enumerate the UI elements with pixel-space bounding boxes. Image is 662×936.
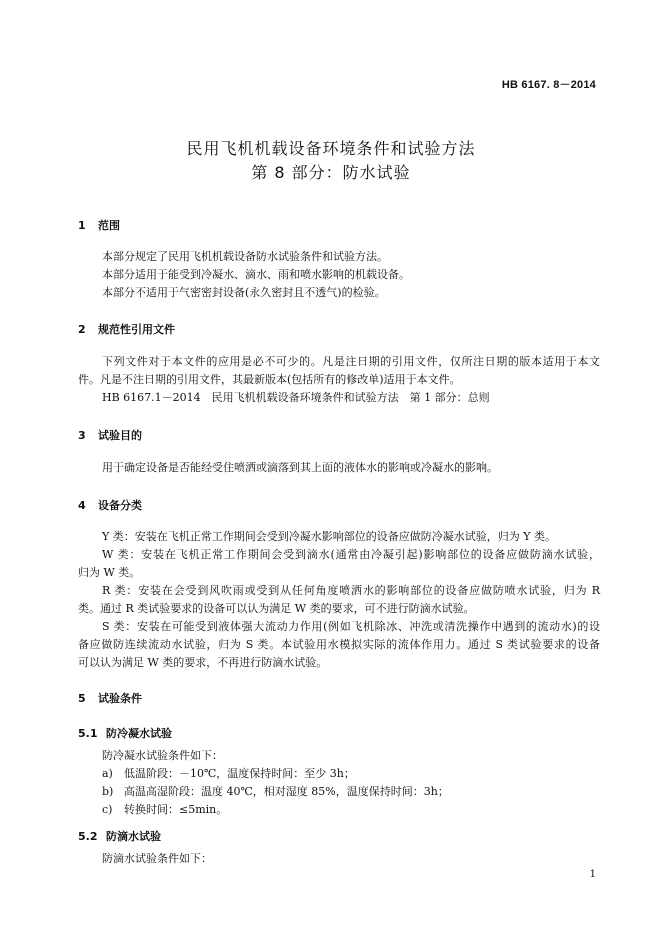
section-number: 5 [78,692,86,705]
section-number: 3 [78,429,86,442]
document-subtitle: 第 8 部分：防水试验 [251,163,411,182]
subsection-heading-anti-drip [78,828,161,844]
subsection-number: 5.1 [78,727,98,740]
list-item-label: a) [102,767,113,780]
section-title: 试验条件 [98,692,142,705]
document-title: 民用飞机机载设备环境条件和试验方法 [186,139,476,158]
list-item [102,785,600,799]
subsection-title: 防冷凝水试验 [106,727,172,740]
list-item [102,803,600,817]
page-number: 1 [589,869,596,880]
subsection-title: 防滴水试验 [106,830,161,843]
class-w-paragraph: W 类：安装在飞机正常工作期间会受到滴水(通常由冷凝引起)影响部位的设备应做防滴水试验， [102,548,600,561]
section-title: 试验目的 [98,429,142,442]
section-heading-test-conditions [78,690,142,706]
class-y-paragraph: Y 类：安装在飞机正常工作期间会受到冷凝水影响部位的设备应做防冷凝水试验，归为 Y 类。 [102,530,557,543]
paragraph-continuation: 件。凡是不注日期的引用文件，其最新版本(包括所有的修改单)适用于本文件。 [78,373,461,386]
class-s-continuation: 备应做防连续流动水试验，归为 S 类。本试验用水模拟实际的流体作用力。通过 S 类试验要求的设备 [78,638,600,651]
list-item [102,767,600,781]
list-item-text: 低温阶段：－10℃，温度保持时间：至少 3h； [124,767,355,780]
class-r-paragraph: R 类：安装在会受到风吹雨或受到从任何角度喷洒水的影响部位的设备应做防喷水试验，归为 R [102,584,600,597]
paragraph: 下列文件对于本文件的应用是必不可少的。凡是注日期的引用文件，仅所注日期的版本适用于本文 [102,355,600,368]
section-heading-test-purpose [78,427,142,443]
section-title: 设备分类 [98,499,142,512]
paragraph: 本部分规定了民用飞机机载设备防水试验条件和试验方法。 [102,250,388,263]
section-title: 范围 [98,219,120,232]
section-number: 4 [78,499,86,512]
paragraph: 用于确定设备是否能经受住喷洒或滴落到其上面的液体水的影响或冷凝水的影响。 [102,461,498,474]
section-heading-equipment-classification [78,497,142,513]
paragraph: 本部分适用于能受到冷凝水、滴水、雨和喷水影响的机载设备。 [102,268,410,281]
section-heading-normative-references [78,321,175,337]
class-r-continuation: 类。通过 R 类试验要求的设备可以认为满足 W 类的要求，可不进行防滴水试验。 [78,602,475,615]
class-s-continuation: 可以认为满足 W 类的要求，不再进行防滴水试验。 [78,656,328,669]
class-w-continuation: 归为 W 类。 [78,566,141,579]
subsection-number: 5.2 [78,830,98,843]
subsection-heading-anti-condensation [78,725,172,741]
section-number: 2 [78,323,86,336]
section-number: 1 [78,219,86,232]
section-title: 规范性引用文件 [98,323,175,336]
paragraph: 防冷凝水试验条件如下： [102,749,223,762]
class-s-paragraph: S 类：安装在可能受到液体强大流动力作用(例如飞机除冰、冲洗或清洗操作中遇到的流动水)的设 [102,620,600,633]
list-item-text: 转换时间：≤5min。 [124,803,228,816]
list-item-label: c) [102,803,113,816]
standard-code: HB 6167. 8－2014 [501,79,596,91]
list-item-text: 高温高湿阶段：温度 40℃，相对湿度 85%，温度保持时间：3h； [124,785,449,798]
reference-entry: HB 6167.1－2014 民用飞机机载设备环境条件和试验方法 第 1 部分：总则 [102,391,490,404]
section-heading-scope [78,217,120,233]
list-item-label: b) [102,785,114,798]
paragraph: 本部分不适用于气密密封设备(永久密封且不透气)的检验。 [102,286,386,299]
paragraph: 防滴水试验条件如下： [102,852,212,865]
